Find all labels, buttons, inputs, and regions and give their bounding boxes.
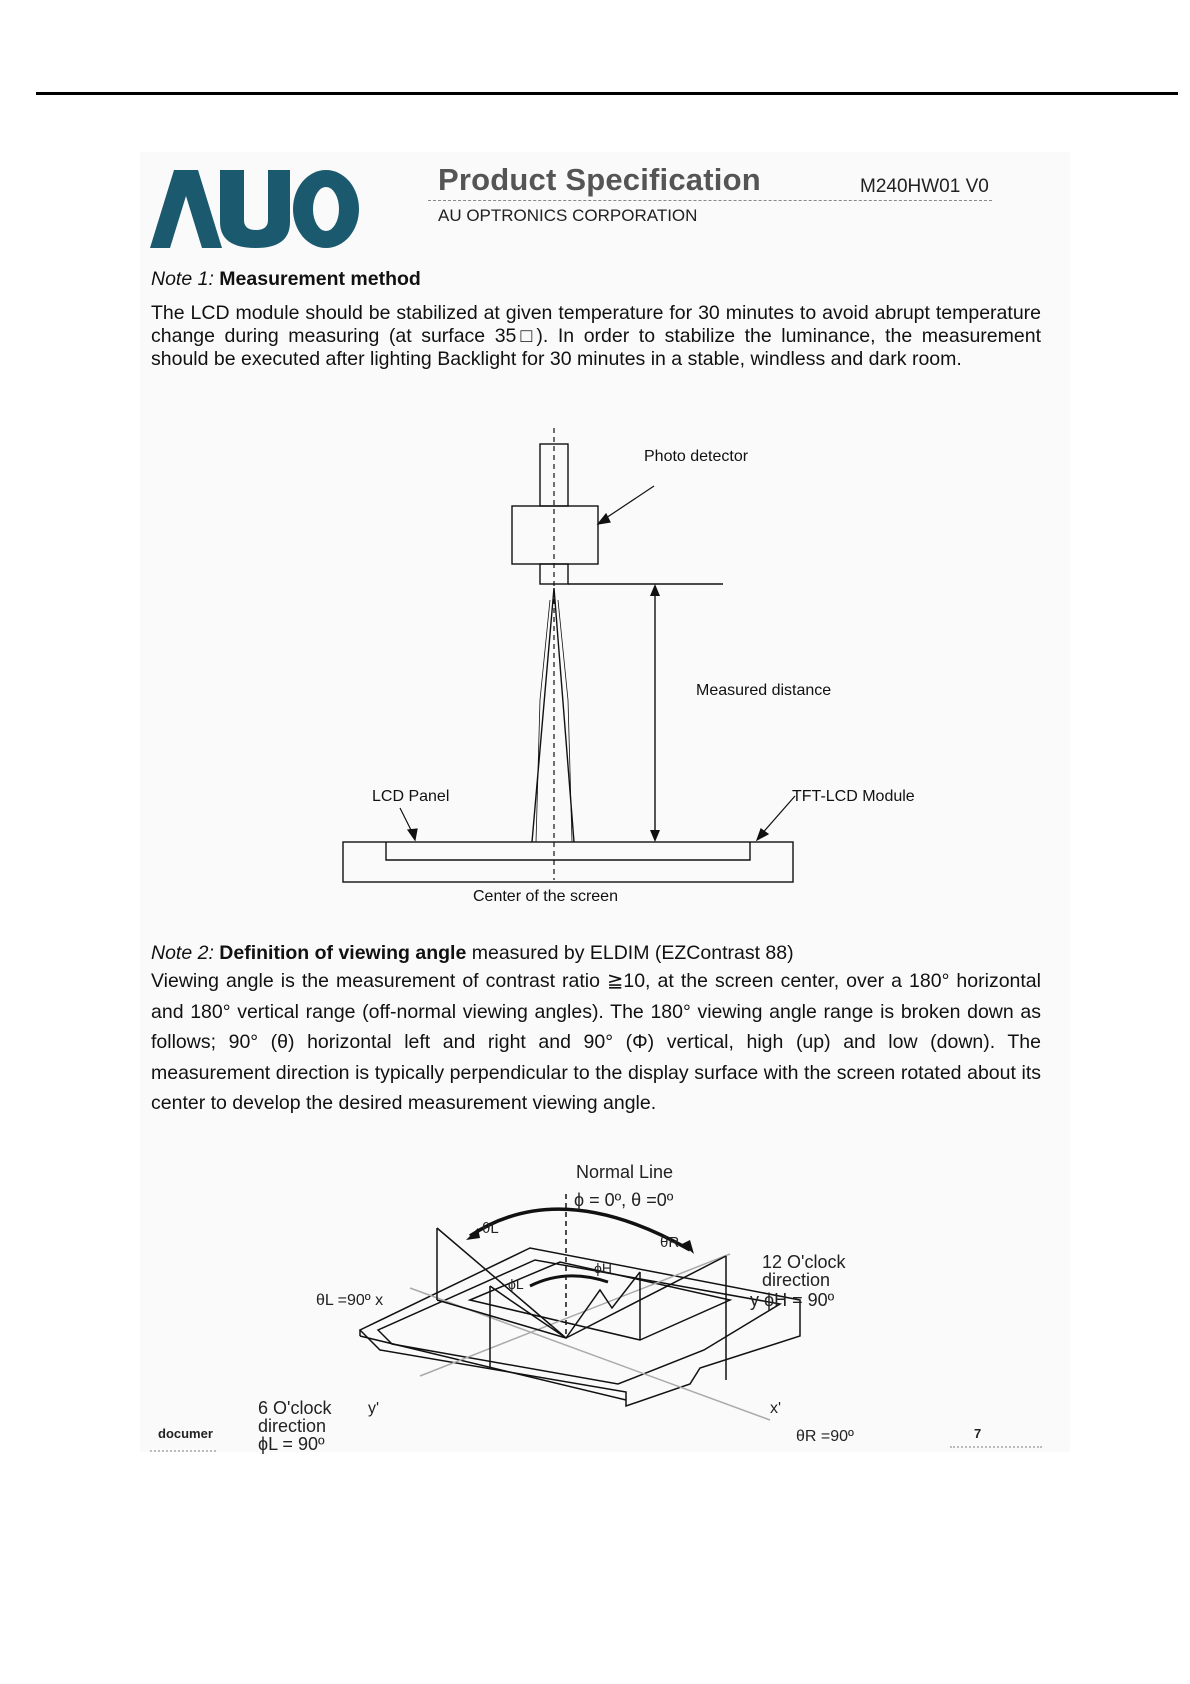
tft-module-label: TFT-LCD Module xyxy=(792,788,915,805)
footer-dots-left xyxy=(150,1450,216,1452)
note2-title: Definition of viewing angle xyxy=(219,942,467,964)
photo-detector-label: Photo detector xyxy=(644,448,749,465)
normal-line-label: Normal Line xyxy=(576,1162,674,1182)
phi-h-label: ϕH xyxy=(594,1260,612,1276)
phi-h-90-label: y ϕH = 90º xyxy=(750,1290,835,1310)
zero-angle-label: ϕ = 0º, θ =0º xyxy=(574,1190,674,1210)
note2-title-suffix: measured by ELDIM (EZContrast 88) xyxy=(471,942,794,964)
measured-distance-label: Measured distance xyxy=(696,682,832,699)
note1-title: Measurement method xyxy=(219,268,421,290)
spec-title: Product Specification xyxy=(438,162,761,197)
model-number: M240HW01 V0 xyxy=(860,176,989,197)
theta-l-label: θL xyxy=(482,1220,499,1237)
note2-body: Viewing angle is the measurement of contrast ratio ≧10, at the screen center, over a 180° horizontal and 180° vertical range (off-normal viewing angles). The 180° viewing angle range is broken down as follows; 90° (θ) horizontal left and right and 90° (Φ) vertical, high (up) and low (down). The measurement direction is typically perpendicular to the display surface with the screen rotated about its center to develop the desired measurement viewing angle. xyxy=(151,970,1041,1114)
clock12-label-2: direction xyxy=(762,1270,831,1290)
phi-l-90-label: ϕL = 90º xyxy=(258,1434,325,1454)
theta-r-label: θR xyxy=(660,1234,680,1251)
footer-dots-right xyxy=(950,1446,1042,1448)
theta-r-90-label: θR =90º xyxy=(796,1428,854,1445)
page-number: 7 xyxy=(974,1426,982,1441)
clock6-label-1: 6 O'clock xyxy=(258,1398,332,1418)
note1-body: The LCD module should be stabilized at given temperature for 30 minutes to avoid abrupt temperature change during measuring (at surface 35□). In order to stabilize the luminance, the measurement should be executed after lighting Backlight for 30 minutes in a stable, windless and dark room. xyxy=(151,302,1041,370)
clock12-label-1: 12 O'clock xyxy=(762,1252,846,1272)
corporation-name: AU OPTRONICS CORPORATION xyxy=(438,206,698,225)
lcd-panel-label: LCD Panel xyxy=(372,788,450,805)
screen-center-label: Center of the screen xyxy=(473,888,618,905)
x-prime-label: x' xyxy=(770,1400,782,1417)
y-prime-label: y' xyxy=(368,1400,380,1417)
theta-l-90-label: θL =90º x xyxy=(316,1292,384,1309)
note1-label: Note 1: xyxy=(151,268,214,290)
phi-l-label: ϕL xyxy=(508,1276,524,1292)
clock6-label-2: direction xyxy=(258,1416,327,1436)
note2-label: Note 2: xyxy=(151,942,214,964)
footer-doc-label: documer xyxy=(158,1426,213,1441)
